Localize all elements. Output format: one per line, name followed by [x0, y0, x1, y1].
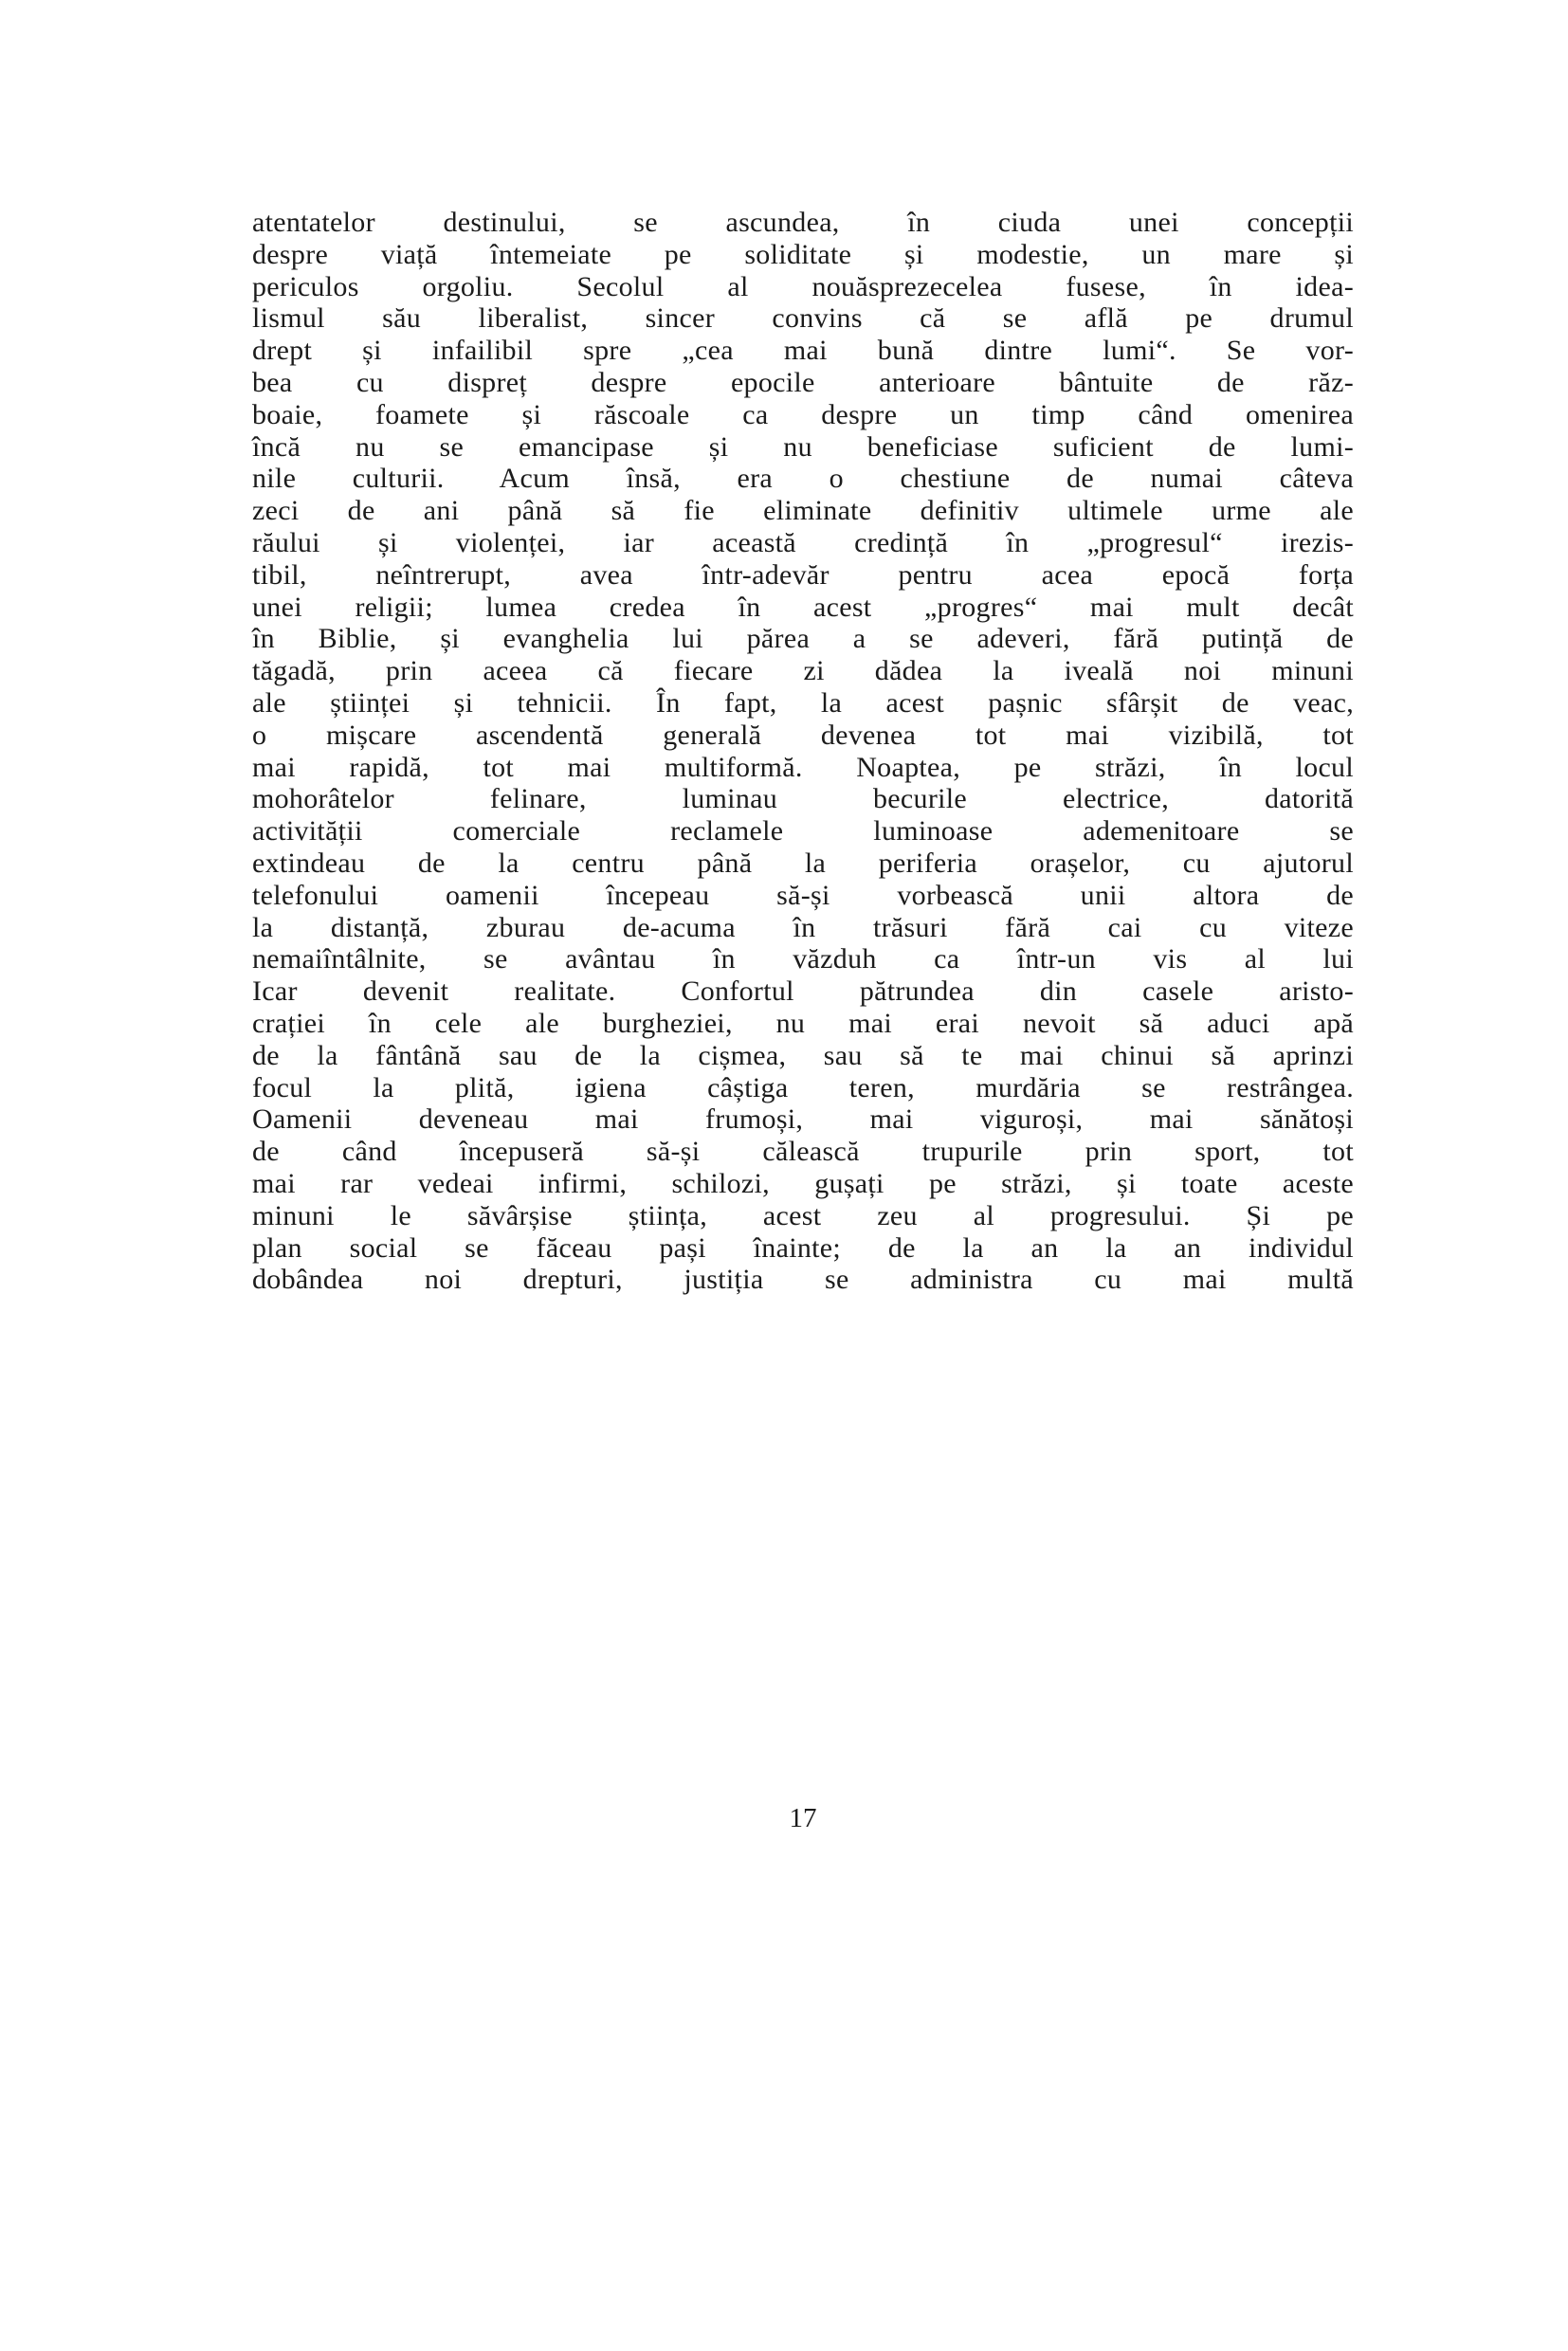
text-line: bea cu dispreț despre epocile anterioare bântuite de răz-	[252, 366, 1354, 398]
text-line: în Biblie, și evanghelia lui părea a se adeveri, fără putință de	[252, 623, 1354, 655]
text-line: ale științei și tehnicii. În fapt, la acest pașnic sfârșit de veac,	[252, 686, 1354, 719]
text-line: de la fântână sau de la cișmea, sau să te mai chinui să aprinzi	[252, 1039, 1354, 1071]
text-line: tibil, neîntrerupt, avea într-adevăr pentru acea epocă forța	[252, 558, 1354, 591]
text-line: atentatelor destinului, se ascundea, în ciuda unei concepții	[252, 207, 1354, 238]
text-line: Icar devenit realitate. Confortul pătrundea din casele aristo-	[252, 975, 1354, 1008]
text-line: răului și violenței, iar această credință în „progresul“ irezis-	[252, 526, 1354, 558]
text-line: lismul său liberalist, sincer convins că se află pe drumul	[252, 302, 1354, 335]
text-line: drept și infailibil spre „cea mai bună dintre lumi“. Se vor-	[252, 335, 1354, 367]
text-line: mohorâtelor felinare, luminau becurile electrice, datorită	[252, 783, 1354, 815]
text-line: telefonului oamenii începeau să-și vorbească unii altora de	[252, 879, 1354, 911]
text-line: mai rar vedeai infirmi, schilozi, gușați pe străzi, și toate aceste	[252, 1167, 1354, 1199]
text-line: Oamenii deveneau mai frumoși, mai viguroși, mai sănătoși	[252, 1103, 1354, 1136]
text-line: boaie, foamete și răscoale ca despre un timp când omenirea	[252, 398, 1354, 430]
text-line: de când începuseră să-și călească trupurile prin sport, tot	[252, 1136, 1354, 1168]
text-line: nile culturii. Acum însă, era o chestiune de numai câteva	[252, 463, 1354, 495]
text-line: la distanță, zburau de-acuma în trăsuri fără cai cu viteze	[252, 911, 1354, 943]
text-line: dobândea noi drepturi, justiția se administra cu mai multă	[252, 1264, 1354, 1296]
text-line: plan social se făceau pași înainte; de la an la an individul	[252, 1231, 1354, 1264]
text-line: periculos orgoliu. Secolul al nouăsprezecelea fusese, în idea-	[252, 270, 1354, 302]
text-line: despre viață întemeiate pe soliditate și modestie, un mare și	[252, 238, 1354, 270]
text-line: o mișcare ascendentă generală devenea tot mai vizibilă, tot	[252, 719, 1354, 751]
body-text	[252, 207, 1354, 1296]
text-line: încă nu se emancipase și nu beneficiase suficient de lumi-	[252, 430, 1354, 463]
text-line: zeci de ani până să fie eliminate definitiv ultimele urme ale	[252, 495, 1354, 527]
text-line: minuni le săvârșise știința, acest zeu al progresului. Și pe	[252, 1199, 1354, 1231]
text-line: mai rapidă, tot mai multiformă. Noaptea, pe străzi, în locul	[252, 751, 1354, 783]
text-line: crației în cele ale burgheziei, nu mai erai nevoit să aduci apă	[252, 1007, 1354, 1039]
text-line: activității comerciale reclamele luminoase ademenitoare se	[252, 815, 1354, 847]
page-number: 17	[789, 1803, 817, 1833]
text-line: focul la plită, igiena câștiga teren, murdăria se restrângea.	[252, 1071, 1354, 1103]
text-line: nemaiîntâlnite, se avântau în văzduh ca într-un vis al lui	[252, 943, 1354, 975]
text-line: tăgadă, prin aceea că fiecare zi dădea la iveală noi minuni	[252, 655, 1354, 687]
text-line: extindeau de la centru până la periferia orașelor, cu ajutorul	[252, 847, 1354, 879]
text-line: unei religii; lumea credea în acest „progres“ mai mult decât	[252, 591, 1354, 623]
